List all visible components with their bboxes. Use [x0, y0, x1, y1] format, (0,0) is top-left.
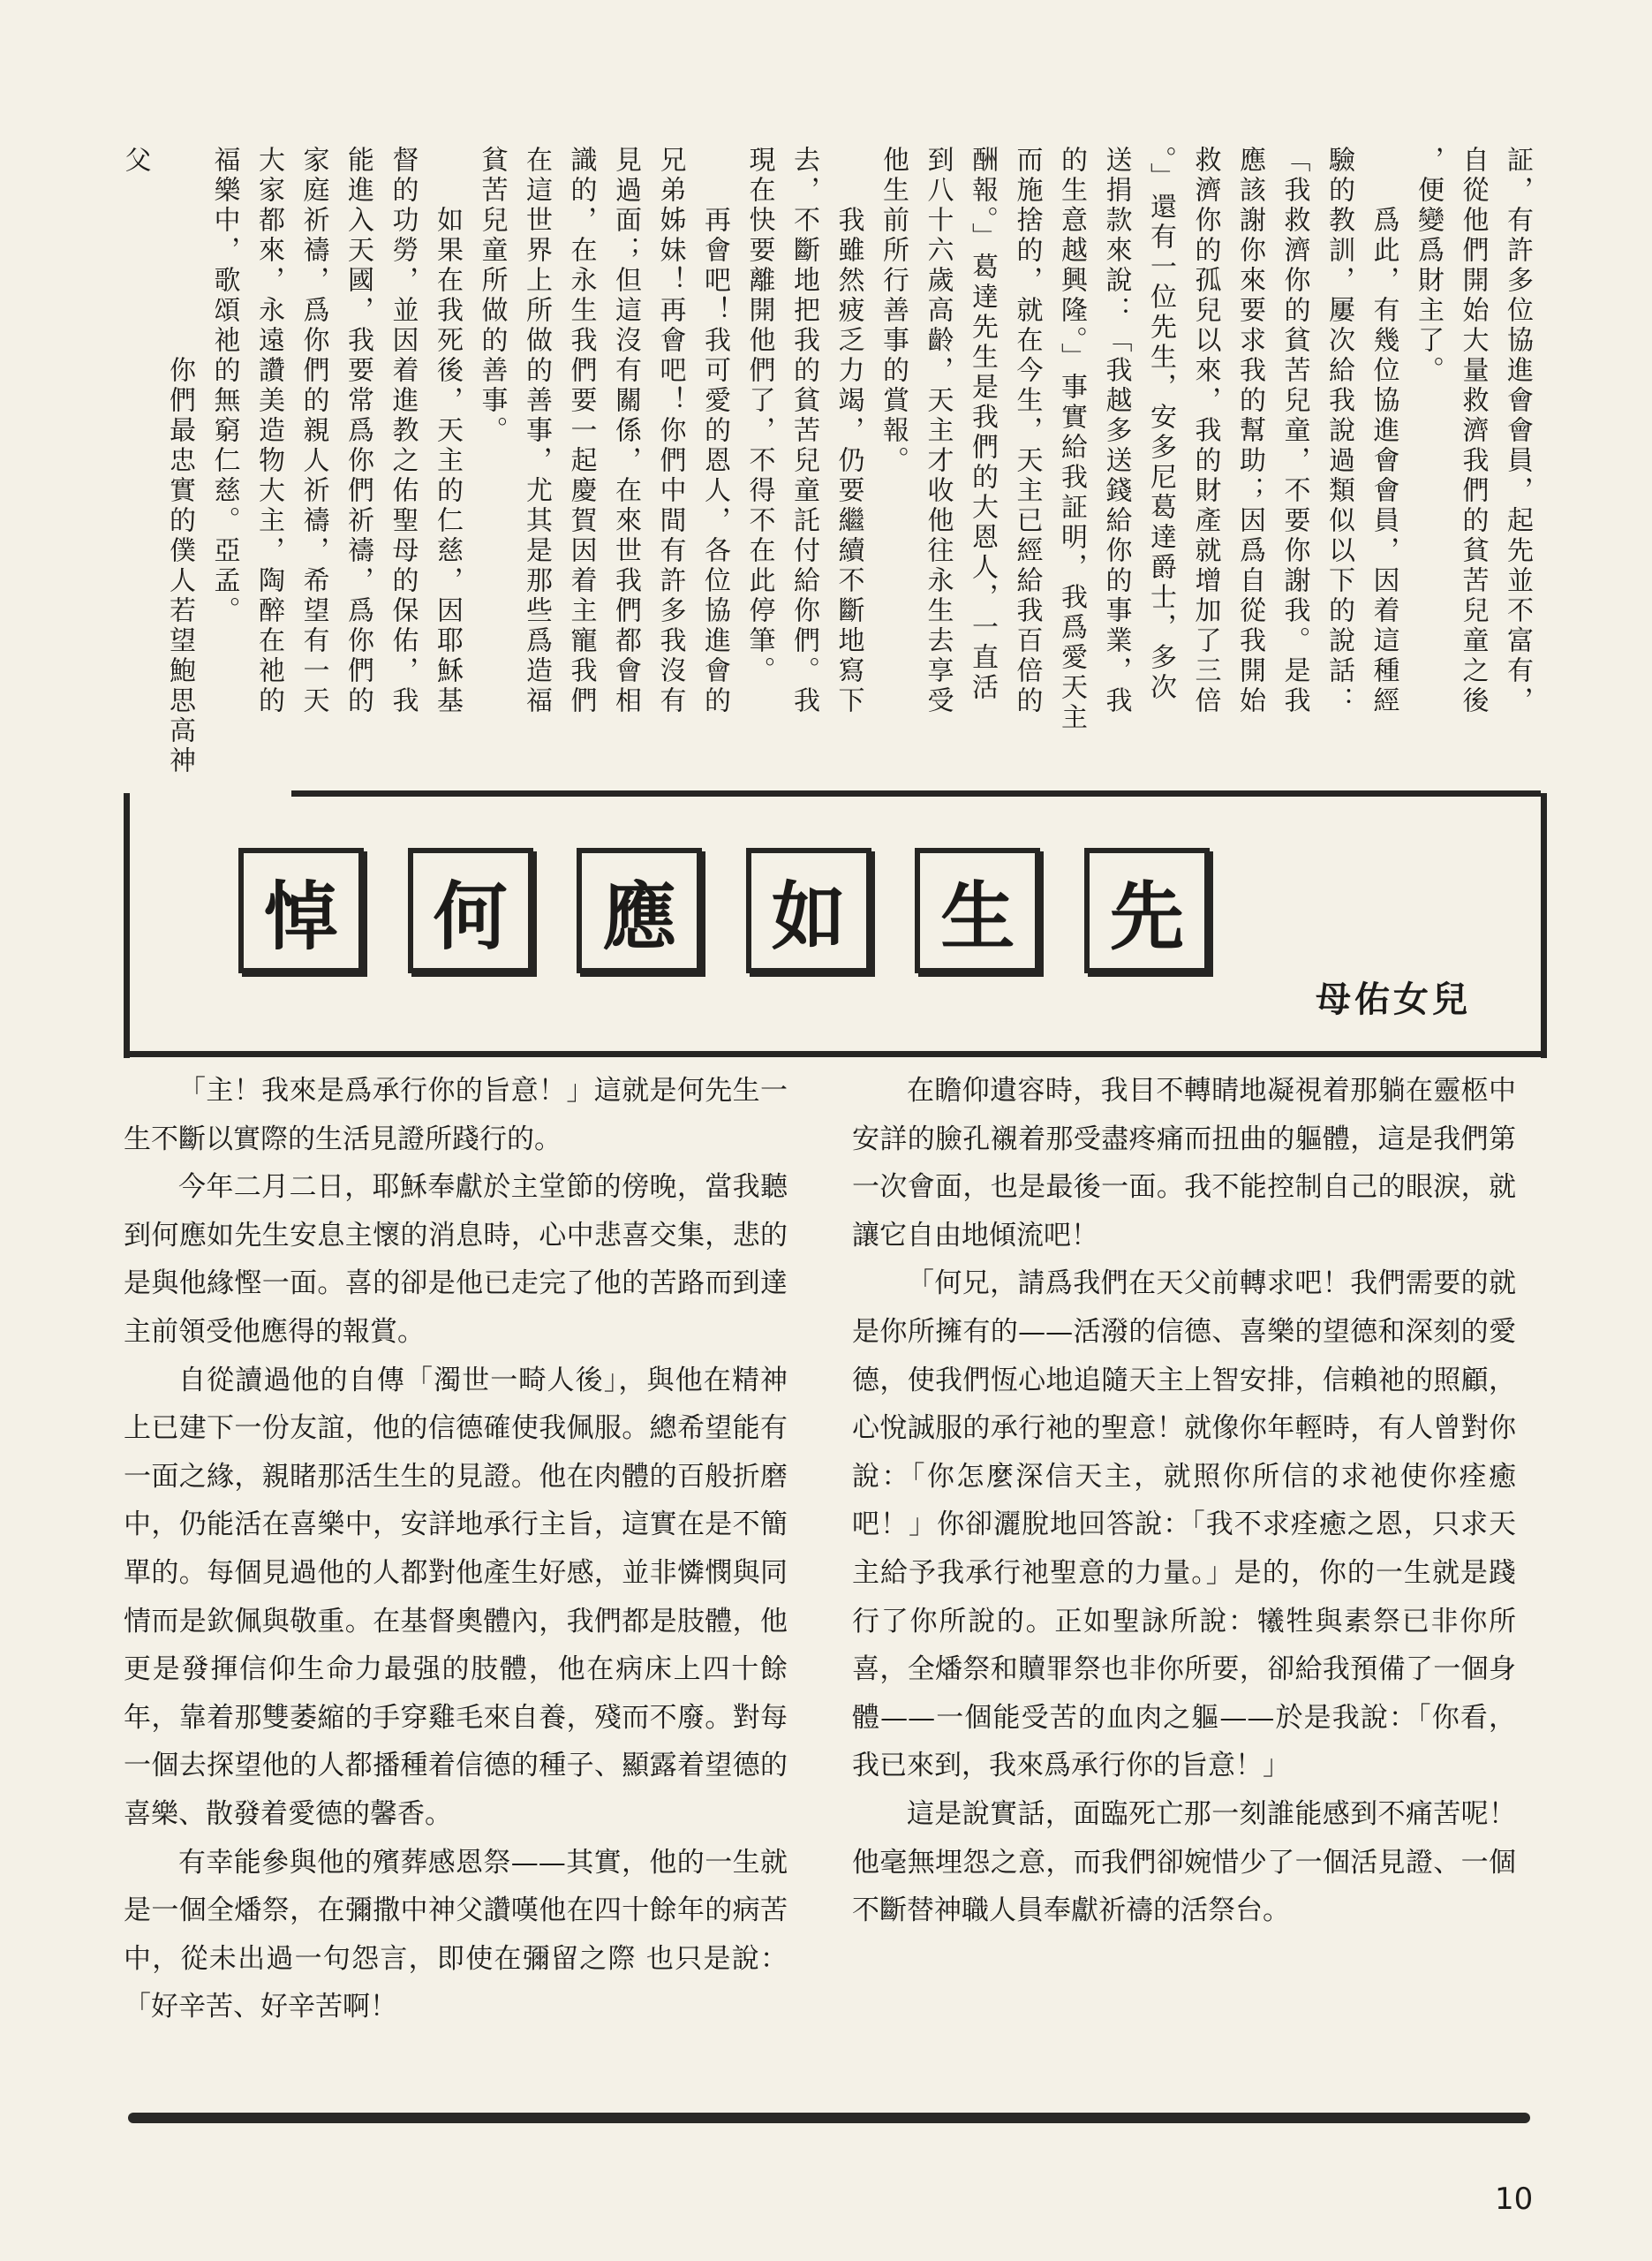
vertical-line: 家庭祈禱，爲你們的親人祈禱，希望有一天 [298, 146, 329, 716]
vertical-line: 而施捨的，就在今生，天主已經給我百倍的 [1011, 146, 1043, 716]
vertical-line: 「我救濟你的貧苦兒童，不要你謝我。是我 [1279, 146, 1310, 716]
paragraph: 今年二月二日，耶穌奉獻於主堂節的傍晚，當我聽到何應如先生安息主懷的消息時，心中悲喜交集，悲的是與他緣慳一面。喜的卻是他已走完了他的苦路而到達主前領受他應得的報賞。 [124, 1171, 788, 1348]
bottom-rule [128, 2113, 1530, 2123]
vertical-line: 送捐款來說：「我越多送錢給你的事業，我 [1100, 146, 1132, 716]
vertical-line: 現在快要離開他們了，不得不在此停筆。 [743, 146, 775, 686]
vertical-line: 福樂中，歌頌祂的無窮仁慈。亞孟。 [208, 146, 240, 626]
paragraph: 有幸能參與他的殯葬感恩祭——其實，他的一生就是一個全燔祭，在彌撒中神父讚嘆他在四十餘年的病苦中，從未出過一句怨言，即使在彌留之際 也只是說：「好辛苦、好辛苦啊！ [124, 1846, 788, 2023]
title-char: 悼 [238, 848, 364, 973]
vertical-line: 証，有許多位協進會會員，起先並不富有， [1502, 146, 1533, 716]
title-frame-bottom-rule [124, 1051, 1541, 1057]
vertical-line: 如果在我死後，天主的仁慈，因耶穌基 [432, 146, 463, 716]
paragraph: 「主！我來是爲承行你的旨意！」這就是何先生一生不斷以實際的生活見證所踐行的。 [124, 1075, 788, 1155]
vertical-line: 大家都來，永遠讚美造物大主，陶醉在祂的 [253, 146, 284, 716]
paragraph: 自從讀過他的自傳「濁世一畸人後」，與他在精神上已建下一份友誼，他的信德確使我佩服。總希望能有一面之緣，親睹那活生生的見證。他在肉體的百般折磨中，仍能活在喜樂中，安詳地承行主旨，這實在是不簡單的。每個見過他的人都對他產生好感，並非憐憫與同情而是欽佩與敬重。在基督奧體內，我們都是肢體，他更是發揮信仰生命力最强的肢體，他在病床上四十餘年，靠着那雙萎縮的手穿雞毛來自養，殘而不廢。對每一個去探望他的人都播種着信德的種子、顯露着望德的喜樂、散發着愛德的馨香。 [124, 1364, 788, 1830]
vertical-line: 能進入天國，我要常爲你們祈禱，爲你們的 [343, 146, 373, 716]
vertical-line: 兄弟姊妹！再會吧！你們中間有許多我沒有 [654, 146, 686, 716]
title-char: 先 [1084, 848, 1210, 973]
vertical-line: 的生意越興隆。」事實給我証明，我爲愛天主 [1056, 146, 1087, 733]
vertical-line: 你們最忠實的僕人若望鮑思高神父 [119, 146, 195, 776]
vertical-line: 應該謝你來要求我的幫助；因爲自從我開始 [1234, 146, 1265, 716]
vertical-line: 酬報。」葛達先生是我們的大恩人，一直活 [967, 146, 998, 703]
vertical-line: 識的，在永生我們要一起慶賀因着主寵我們 [565, 146, 597, 716]
vertical-line: 爲此，有幾位協進會會員，因着這種經 [1368, 146, 1399, 716]
vertical-line: 貧苦兒童所做的善事。 [476, 146, 508, 446]
article-title [238, 848, 1210, 980]
vertical-line: ，便變爲財主了。 [1413, 146, 1444, 386]
vertical-line: 他生前所行善事的賞報。 [878, 146, 909, 476]
vertical-line: 在這世界上所做的善事，尤其是那些爲造福 [521, 146, 552, 716]
vertical-line: 再會吧！我可愛的恩人，各位協進會的 [699, 146, 730, 716]
title-char: 生 [915, 848, 1040, 973]
title-char: 何 [408, 848, 533, 973]
vertical-line: 我雖然疲乏力竭，仍要繼續不斷地寫下 [833, 146, 864, 716]
left-column [124, 1067, 788, 2031]
page-number: 10 [1495, 2182, 1534, 2217]
vertical-line: 驗的教訓，屢次給我說過類似以下的說話： [1324, 146, 1354, 716]
paragraph: 這是說實話，面臨死亡那一刻誰能感到不痛苦呢！他毫無埋怨之意，而我們卻婉惜少了一個活見證、一個不斷替神職人員奉獻祈禱的活祭台。 [852, 1797, 1516, 1927]
title-char: 應 [577, 848, 702, 973]
paragraph: 「何兄，請爲我們在天父前轉求吧！我們需要的就是你所擁有的——活潑的信德、喜樂的望德和深刻的愛德，使我們恆心地追隨天主上智安排，信賴祂的照顧，心悅誠服的承行祂的聖意！就像你年輕時，有人曾對你說：「你怎麼深信天主，就照你所信的求祂使你痊癒吧！」你卻灑脫地回答說：「我不求痊癒之恩，只求天主給予我承行祂聖意的力量。」是的，你的一生就是踐行了你所說的。正如聖詠所說：犧牲與素祭已非你所喜，全燔祭和贖罪祭也非你所要，卻給我預備了一個身體——一個能受苦的血肉之軀——於是我說：「你看，我已來到，我來爲承行你的旨意！」 [852, 1267, 1516, 1782]
title-frame-top-rule [291, 790, 1541, 797]
vertical-line: 自從他們開始大量救濟我們的貧苦兒童之後 [1457, 146, 1489, 716]
vertical-line: 見過面；但這沒有關係，在來世我們都會相 [610, 146, 641, 716]
vertical-line: 。」還有一位先生，安多尼葛達爵士，多次 [1145, 146, 1176, 703]
vertical-line: 督的功勞，並因着進教之佑聖母的保佑，我 [387, 146, 419, 716]
vertical-line: 到八十六歲高齡，天主才收他往永生去享受 [922, 146, 954, 716]
paragraph: 在瞻仰遺容時，我目不轉睛地凝視着那躺在靈柩中安詳的臉孔襯着那受盡疼痛而扭曲的軀體，這是我們第一次會面，也是最後一面。我不能控制自己的眼淚，就讓它自由地傾流吧！ [852, 1075, 1516, 1251]
article-author: 母佑女兒 [1316, 979, 1471, 1020]
right-column [852, 1067, 1516, 1935]
vertical-line: 救濟你的孤兒以來，我的財產就增加了三倍 [1189, 146, 1221, 716]
title-char: 如 [746, 848, 871, 973]
vertical-text-section [119, 146, 1539, 795]
vertical-line: 去，不斷地把我的貧苦兒童託付給你們。我 [788, 146, 819, 716]
